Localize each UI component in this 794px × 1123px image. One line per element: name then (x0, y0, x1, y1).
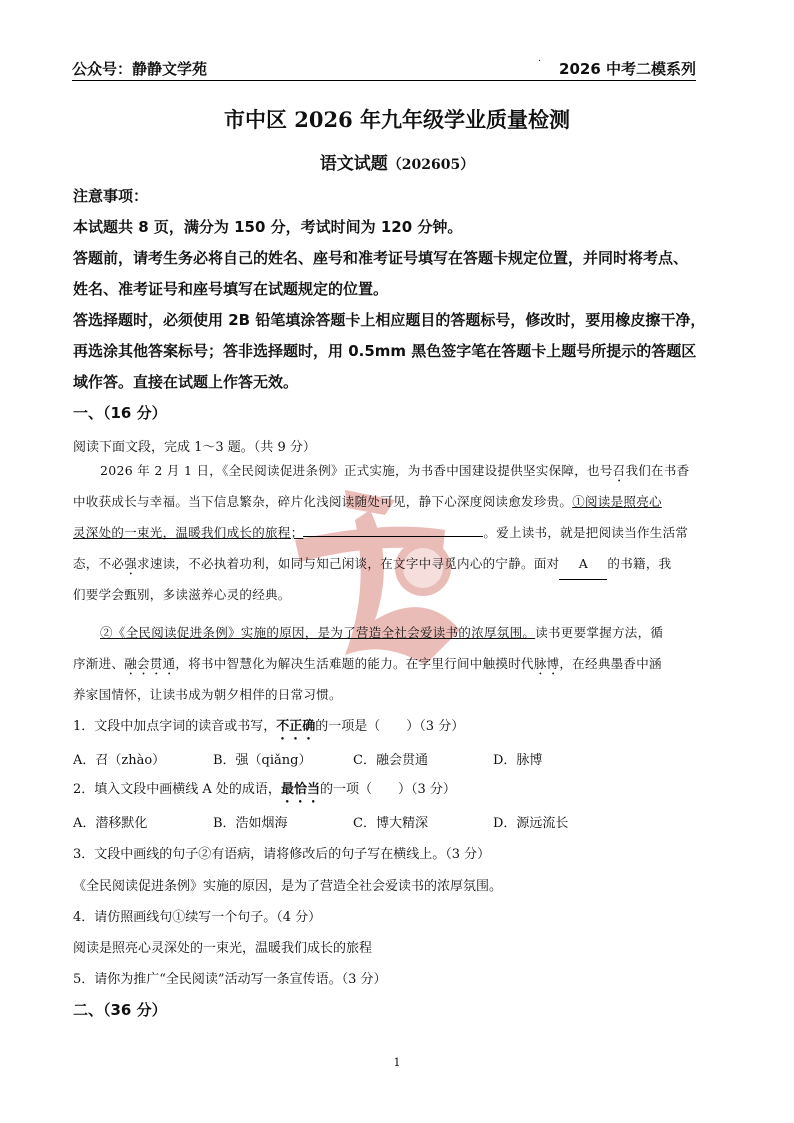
answer-blank[interactable] (303, 524, 483, 537)
passage-line: 2026 年 2 月 1 日，《全民阅读促进条例》正式实施，为书香中国建设提供坚实保障，也号召我们在书香 (100, 463, 690, 478)
notice-line: 答题前，请考生务必将自己的姓名、座号和准考证号填写在答题卡规定位置，并同时将考点、 (73, 249, 689, 267)
passage-line: 养家国情怀，让读书成为朝夕相伴的日常习惯。 (73, 687, 342, 702)
passage-line: ②《全民阅读促进条例》实施的原因，是为了营造全社会爱读书的浓厚氛围。读书更要掌握方法，循 (100, 625, 664, 640)
question-2: 2．填入文段中画横线 A 处的成语，最恰当的一项（ ）（3 分） (73, 782, 456, 797)
passage-line: 灵深处的一束光，温暖我们成长的旅程； 。爱上读书，就是把阅读当作生活常 (73, 525, 689, 540)
page-number: 1 (393, 1056, 401, 1069)
question-2-options (73, 812, 633, 831)
exam-title: 市中区 2026 年九年级学业质量检测 (223, 107, 571, 132)
section1-heading: 一、（16 分） (73, 404, 167, 422)
notice-line: 本试题共 8 页，满分为 150 分，考试时间为 120 分钟。 (73, 218, 463, 236)
subtitle-main: 语文试题 (319, 154, 388, 174)
notice-line: 域作答。直接在试题上作答无效。 (73, 373, 299, 391)
notice-line: 姓名、准考证号和座号填写在试题规定的位置。 (73, 280, 389, 298)
section1-intro: 阅读下面文段，完成 1～3 题。（共 9 分） (73, 440, 316, 455)
exam-subtitle (0, 149, 794, 174)
page-header (72, 58, 696, 81)
option[interactable]: C．博大精深 (353, 816, 428, 831)
option[interactable]: B．浩如烟海 (213, 816, 288, 831)
subtitle-code: （202605） (387, 157, 475, 173)
notice-heading: 注意事项： (73, 187, 149, 205)
passage-line: 态，不必强求速读，不必执着功利，如同与知己闲谈，在文字中寻觅内心的宁静。面对 A 的书籍，我 (73, 548, 723, 580)
passage-line: 中收获成长与幸福。当下信息繁杂，碎片化浅阅读随处可见，静下心深度阅读愈发珍贵。①阅读是照亮心 (73, 494, 662, 509)
question-1-options (73, 749, 633, 768)
header-left: 公众号：静静文学苑 (72, 60, 208, 78)
question-4: 4．请仿照画线句①续写一个句子。（4 分） (73, 910, 322, 925)
option[interactable]: D．脉博 (493, 753, 543, 768)
option[interactable]: A．潜移默化 (73, 816, 148, 831)
blank-a[interactable]: A (559, 548, 607, 580)
passage-line: 们要学会甄别，多读滋养心灵的经典。 (73, 587, 291, 602)
header-right: 2026 中考二模系列 (559, 60, 696, 78)
question-1: 1．文段中加点字词的读音或书写，不正确的一项是（ ）（3 分） (73, 719, 465, 734)
notice-line: 答选择题时，必须使用 2B 铅笔填涂答题卡上相应题目的答题标号，修改时，要用橡皮擦干净， (73, 311, 706, 329)
question-5: 5．请你为推广“全民阅读”活动写一条宣传语。（3 分） (73, 972, 387, 987)
option[interactable]: D．源远流长 (493, 816, 569, 831)
header-dot: · (538, 56, 542, 67)
question-4-sentence: 阅读是照亮心灵深处的一束光，温暖我们成长的旅程 (73, 941, 373, 956)
question-3: 3．文段中画线的句子②有语病，请将修改后的句子写在横线上。（3 分） (73, 847, 491, 862)
option[interactable]: C．融会贯通 (353, 753, 428, 768)
passage-line: 序渐进、融会贯通，将书中智慧化为解决生活难题的能力。在字里行间中触摸时代脉博，在经典墨香中涵 (73, 656, 662, 671)
option[interactable]: A．召（zhào） (73, 753, 166, 768)
question-3-sentence: 《全民阅读促进条例》实施的原因，是为了营造全社会爱读书的浓厚氛围。 (73, 879, 503, 894)
notice-line: 再选涂其他答案标号；答非选择题时，用 0.5mm 黑色签字笔在答题卡上题号所提示的答题区 (73, 342, 697, 360)
option[interactable]: B．强（qiǎng） (213, 753, 312, 768)
section2-heading: 二、（36 分） (73, 1001, 167, 1019)
